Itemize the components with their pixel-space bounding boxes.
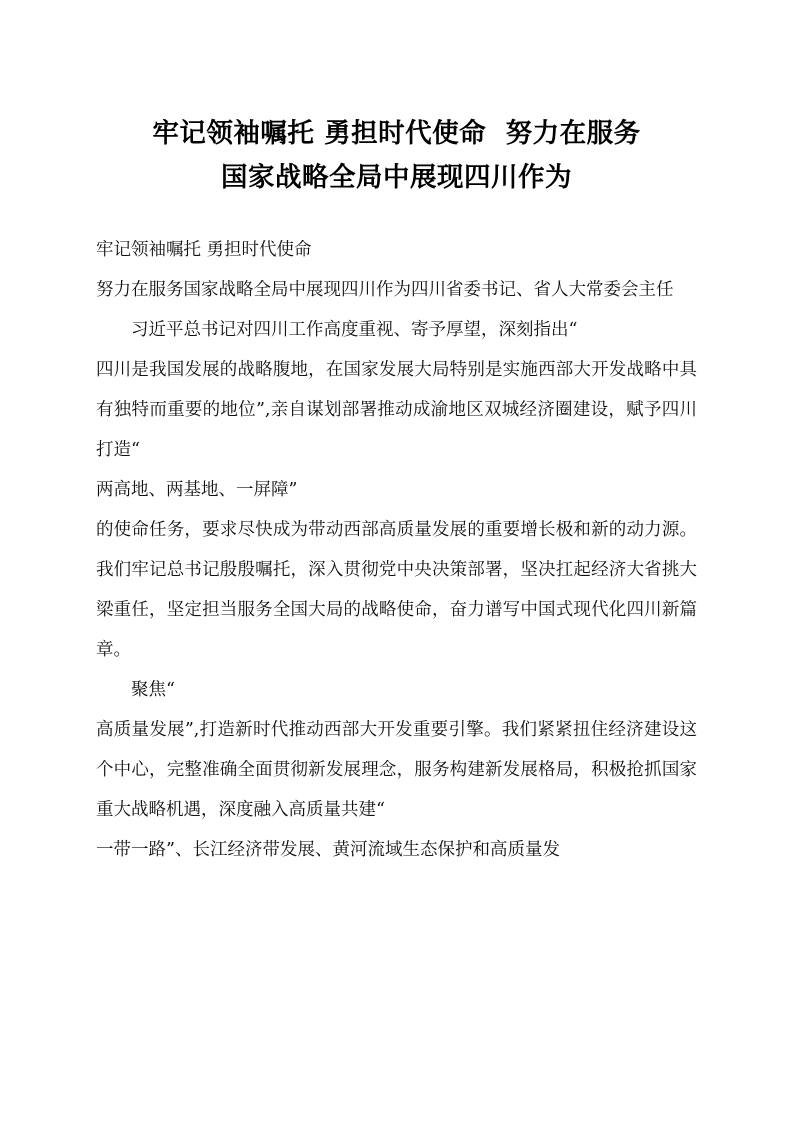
page-title-line-2: 国家战略全局中展现四川作为 xyxy=(221,162,572,193)
paragraph: 习近平总书记对四川工作高度重视、寄予厚望，深刻指出“ xyxy=(131,320,578,340)
paragraph: 聚焦“ xyxy=(131,680,175,700)
paragraph: 努力在服务国家战略全局中展现四川作为四川省委书记、省人大常委会主任 xyxy=(96,280,674,300)
page-title xyxy=(96,112,697,200)
paragraph: 高质量发展”,打造新时代推动西部大开发重要引擎。我们紧紧扭住经济建设这个中心，完整准确全面贯彻新发展理念，服务构建新发展格局，积极抢抓国家重大战略机遇，深度融入高质量共建“ xyxy=(96,720,697,820)
paragraph: 两高地、两基地、一屏障” xyxy=(96,480,298,500)
paragraph: 的使命任务，要求尽快成为带动西部高质量发展的重要增长极和新的动力源。我们牢记总书记殷殷嘱托，深入贯彻党中央决策部署，坚决扛起经济大省挑大梁重任，坚定担当服务全国大局的战略使命，奋力谱写中国式现代化四川新篇章。 xyxy=(96,520,697,660)
paragraph: 一带一路”、长江经济带发展、黄河流域生态保护和高质量发 xyxy=(96,840,560,860)
paragraph: 牢记领袖嘱托 勇担时代使命 xyxy=(96,240,312,260)
paragraph: 四川是我国发展的战略腹地，在国家发展大局特别是实施西部大开发战略中具有独特而重要的地位”,亲自谋划部署推动成渝地区双城经济圈建设，赋予四川打造“ xyxy=(96,360,697,460)
document-body xyxy=(96,230,697,870)
page-title-line-1: 牢记领袖嘱托 勇担时代使命 努力在服务 xyxy=(152,118,641,149)
